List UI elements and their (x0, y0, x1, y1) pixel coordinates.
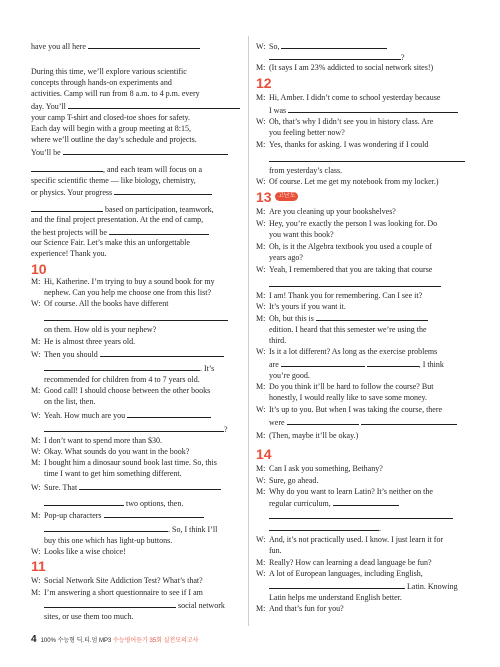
dictation-blank[interactable] (79, 481, 221, 490)
dictation-blank[interactable] (287, 416, 359, 425)
text-line: the best projects will be (31, 226, 209, 238)
speaker-label: W: (256, 177, 266, 186)
dialogue-line: W: It’s yours if you want it. (256, 302, 346, 311)
speaker-label: M: (256, 382, 266, 391)
text-line: are , I think (269, 360, 444, 369)
text-line: Latin. Knowing (269, 580, 458, 592)
speaker-label: M: (256, 207, 266, 216)
dialogue-line: M: Hi, Amber. I didn’t come to school yesterday because (256, 93, 441, 102)
speaker-label: W: (256, 219, 266, 228)
text-line: Latin helps me understand English better. (269, 593, 402, 602)
speaker-label: M: (256, 291, 266, 300)
dialogue-line: M: Are you cleaning up your bookshelves? (256, 207, 396, 216)
speaker-label: M: (256, 464, 266, 473)
dialogue-line: M: Good call! I should choose between the other books on the list, then. (31, 386, 211, 406)
dialogue-line: W: Then you should (31, 348, 253, 360)
dialogue-line: M: Do you think it’ll be hard to follow the course? But honestly, I would really like to save some money. (256, 382, 434, 402)
speaker-label: W: (256, 535, 266, 544)
speaker-label: M: (31, 458, 41, 467)
text-line: sites, or use them too much. (44, 612, 134, 621)
text-line (269, 510, 453, 522)
dictation-blank[interactable] (269, 51, 401, 60)
question-number: 10 (31, 261, 47, 277)
text-line: were (269, 416, 457, 428)
speaker-label: M: (31, 337, 41, 346)
dictation-blank[interactable] (44, 523, 168, 532)
text-line: your camp T-shirt and closed-toe shoes for safety. (31, 113, 190, 122)
page-number: 4 (31, 634, 37, 645)
question-number: 11 (31, 558, 46, 574)
speaker-label: W: (31, 576, 41, 585)
text-line: ? (44, 423, 228, 435)
dictation-blank[interactable] (269, 278, 441, 287)
text-line: day. You’ll (31, 100, 240, 112)
dictation-blank[interactable] (44, 312, 228, 321)
text-line: You’ll be (31, 146, 228, 158)
dictation-blank[interactable] (68, 100, 240, 109)
dialogue-line: W: Of course. Let me get my notebook from my locker.) (256, 177, 439, 186)
dictation-blank[interactable] (361, 416, 457, 425)
difficulty-badge: 고난도 (275, 192, 298, 201)
text-line: two options, then. (44, 497, 183, 509)
column-divider (248, 36, 249, 626)
text-line (269, 278, 441, 290)
dictation-blank[interactable] (269, 153, 465, 162)
dialogue-line: W: Is it a lot different? As long as the exercise problems (256, 347, 438, 356)
speaker-label: M: (256, 314, 266, 323)
text-line: . It’s (44, 362, 214, 374)
speaker-label: W: (31, 447, 41, 456)
dictation-blank[interactable] (104, 509, 204, 518)
speaker-label: W: (31, 411, 41, 420)
dialogue-line: W: So, (256, 40, 483, 52)
text-line: specific scientific theme — like biology, chemistry, (31, 176, 196, 185)
dialogue-line: W: A lot of European languages, including English, (256, 569, 423, 578)
dictation-blank[interactable] (316, 312, 428, 321)
dialogue-line: M: Why do you want to learn Latin? It’s neither on the (256, 487, 433, 496)
text-line: experience! Thank you. (31, 249, 107, 258)
dialogue-line: W: Sure, go ahead. (256, 476, 319, 485)
dictation-blank[interactable] (269, 522, 379, 531)
text-line: where we’ll outline the day’s schedule and projects. (31, 135, 197, 144)
dictation-blank[interactable] (44, 362, 200, 371)
page-footer (31, 634, 198, 645)
dictation-blank[interactable] (281, 40, 387, 49)
dialogue-line: M: Yes, thanks for asking. I was wondering if I could (256, 140, 429, 149)
speaker-label: M: (256, 242, 266, 251)
dialogue-line: W: Yeah. How much are you (31, 409, 253, 421)
text-line: and the final project presentation. At the end of camp, (31, 215, 204, 224)
dialogue-line: W: Yeah, I remembered that you are taking that course (256, 265, 433, 274)
dialogue-line: M: I am! Thank you for remembering. Can I see it? (256, 291, 423, 300)
dialogue-line: M: I’m answering a short questionnaire to see if I am (31, 588, 203, 597)
dialogue-line: W: Sure. That (31, 481, 253, 493)
text-line: . So, I think I’ll (44, 523, 217, 535)
text-line: social network (44, 599, 225, 611)
dialogue-line: W: Looks like a wise choice! (31, 547, 126, 556)
dialogue-line: M: I don’t want to spend more than $30. (31, 436, 163, 445)
text-line: on them. How old is your nephew? (44, 325, 157, 334)
dialogue-line: W: It’s up to you. But when I was taking the course, there (256, 405, 443, 414)
speaker-label: M: (31, 386, 41, 395)
speaker-label: W: (256, 476, 266, 485)
text-line: . (269, 522, 381, 534)
dictation-blank[interactable] (114, 186, 212, 195)
dialogue-line: M: Oh, but this is (256, 312, 483, 324)
dialogue-line: M: (Then, maybe it’ll be okay.) (256, 431, 359, 440)
dictation-blank[interactable] (269, 510, 453, 519)
speaker-label: M: (31, 436, 41, 445)
dictation-blank[interactable] (31, 203, 103, 212)
footer-test-title: 수능영어듣기 35회 실전모의고사 (113, 638, 199, 644)
text-line: from yesterday’s class. (269, 166, 343, 175)
footer-series-title: 100% 수능형 딕.티.엄 MP3 (40, 638, 114, 644)
dialogue-line: W: Oh, that’s why I didn’t see you in history class. Are you feeling better now? (256, 117, 434, 137)
text-line: regular curriculum, (269, 497, 399, 509)
dialogue-line: M: Really? How can learning a dead language be fun? (256, 558, 432, 567)
speaker-label: W: (31, 299, 41, 308)
text-line: our Science Fair. Let’s make this an unforgettable (31, 238, 190, 247)
text-line: you’re good. (269, 371, 310, 380)
speaker-label: M: (256, 487, 266, 496)
dictation-blank[interactable] (31, 163, 103, 172)
speaker-label: W: (256, 265, 266, 274)
speaker-label: M: (256, 93, 266, 102)
text-line: I was (269, 104, 458, 116)
dictation-blank[interactable] (63, 146, 228, 155)
dictation-blank[interactable] (367, 358, 419, 367)
speaker-label: M: (31, 588, 41, 597)
speaker-label: W: (256, 42, 266, 51)
dialogue-line: W: Of course. All the books have different (31, 299, 169, 308)
speaker-label: W: (256, 302, 266, 311)
dialogue-line: M: I bought him a dinosaur sound book last time. So, this time I want to get him something different. (31, 458, 217, 478)
speaker-label: M: (31, 277, 41, 286)
speaker-label: M: (256, 604, 266, 613)
speaker-label: M: (256, 431, 266, 440)
dictation-blank[interactable] (88, 40, 200, 49)
dictation-blank[interactable] (281, 358, 365, 367)
speaker-label: W: (256, 569, 266, 578)
dialogue-line: W: And, it’s not practically used. I know. I just learn it for fun. (256, 535, 444, 555)
speaker-label: W: (256, 347, 266, 356)
dialogue-line: M: He is almost three years old. (31, 337, 136, 346)
speaker-label: W: (31, 350, 41, 359)
dialogue-line: M: Pop-up characters (31, 509, 253, 521)
dictation-blank[interactable] (333, 497, 399, 506)
dictation-blank[interactable] (288, 104, 458, 113)
text-line: Each day will begin with a group meeting at 8:15, (31, 124, 191, 133)
text-line: ? (269, 51, 405, 63)
dictation-blank[interactable] (127, 409, 211, 418)
text-line: concepts through hands-on experiments and (31, 78, 172, 87)
dialogue-line: W: Okay. What sounds do you want in the book? (31, 447, 190, 456)
dialogue-line: M: Oh, is it the Algebra textbook you used a couple of years ago? (256, 242, 432, 262)
dialogue-line: W: Hey, you’re exactly the person I was looking for. Do you want this book? (256, 219, 438, 239)
dictation-blank[interactable] (44, 423, 224, 432)
dictation-blank[interactable] (269, 580, 405, 589)
text-line: During this time, we’ll explore various scientific (31, 67, 187, 76)
text-line (44, 312, 228, 324)
dictation-blank[interactable] (109, 226, 209, 235)
text-line (269, 153, 465, 165)
text-line: third. (269, 336, 287, 345)
speaker-label: M: (256, 63, 266, 72)
dictation-blank[interactable] (44, 599, 176, 608)
dialogue-line: M: (It says I am 23% addicted to social network sites!) (256, 63, 434, 72)
speaker-label: W: (256, 117, 266, 126)
text-line: or physics. Your progress (31, 186, 212, 198)
dialogue-line: W: Social Network Site Addiction Test? What’s that? (31, 576, 203, 585)
speaker-label: W: (31, 547, 41, 556)
speaker-label: M: (256, 140, 266, 149)
speaker-label: M: (31, 511, 41, 520)
dictation-blank[interactable] (44, 497, 124, 506)
dictation-blank[interactable] (100, 348, 224, 357)
dialogue-line: M: Hi, Katherine. I’m trying to buy a sound book for my nephew. Can you help me choose one from this list? (31, 277, 215, 297)
dialogue-line: M: Can I ask you something, Bethany? (256, 464, 383, 473)
speaker-label: W: (31, 483, 41, 492)
question-number: 13 (256, 189, 272, 205)
speaker-label: W: (256, 405, 266, 414)
dialogue-line: M: And that’s fun for you? (256, 604, 344, 613)
speaker-label: M: (256, 558, 266, 567)
text-line: buy this one which has light-up buttons. (44, 536, 173, 545)
text-line: activities. Camp will run from 8 a.m. to 4 p.m. every (31, 89, 200, 98)
question-number: 14 (256, 446, 272, 462)
text-line: based on participation, teamwork, (31, 203, 214, 215)
text-line: recommended for children from 4 to 7 years old. (44, 375, 200, 384)
text-line: have you all here (31, 40, 200, 52)
text-line: , and each team will focus on a (31, 163, 202, 175)
text-line: edition. I heard that this semester we’re using the (269, 325, 427, 334)
question-number: 12 (256, 75, 272, 91)
